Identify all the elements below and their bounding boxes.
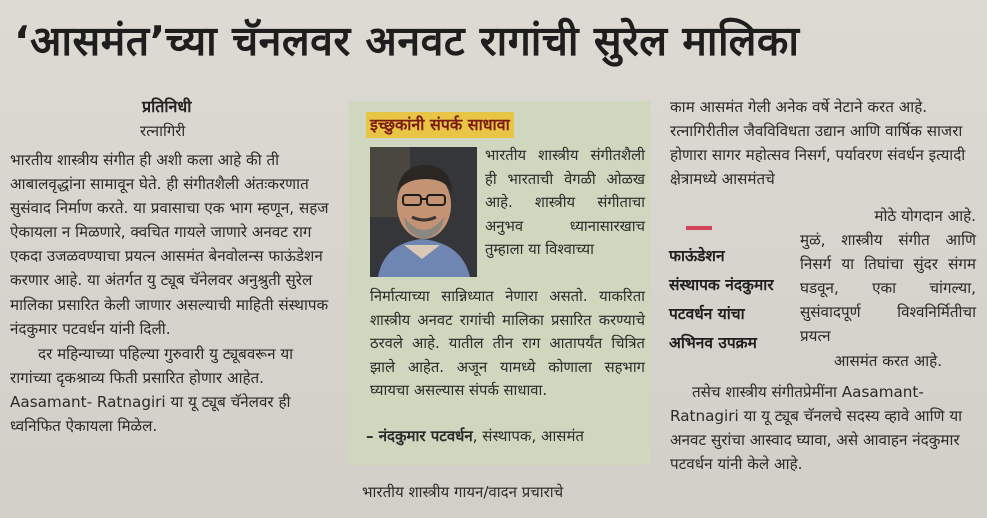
article-paragraph: भारतीय शास्त्रीय संगीत ही अशी कला आहे की ती आबालवृद्धांना सामावून घेते. ही संगीतशैली अंतःकरणात सुसंवाद निर्माण करते. या प्रवासाचा एक भाग म्हणून, सहज ऐकायला न मिळणारे, क्वचित गायले जाणारे अनवट राग एकदा उजळवण्याचा प्रयत्न आसमंत बेनवोलन्स फाऊंडेशन करणार आहे. या अंतर्गत यु ट्यूब चॅनेलवर अनुश्रुती सुरेल मालिका प्रसारित केली जाणार असल्याची माहिती संस्थापक नंदकुमार पटवर्धन यांनी दिली. xyxy=(10,151,329,338)
article-paragraph: दर महिन्याच्या पहिल्या गुरुवारी यु ट्यूबवरून या रागांच्या दृकश्राव्य फिती प्रसारित होणार आहेत. Aasamant- Ratnagiri या यू ट्यूब चॅनेलवर ही ध्वनिफित ऐकायला मिळेल. xyxy=(10,344,294,436)
article-line: मुळं, शास्त्रीय संगीत आणि निसर्ग या तिघांचा सुंदर संगम घडवून, एका चांगल्या, सुसंवादपूर्ण विश्वनिर्मितीचा प्रयत्न xyxy=(800,231,976,346)
pull-quote-line: फाऊंडेशन xyxy=(669,247,725,265)
pull-quote-line: पटवर्धन यांचा xyxy=(669,305,745,323)
signature-role: , संस्थापक, आसमंत xyxy=(472,427,584,445)
headline: ‘आसमंत’च्या चॅनलवर अनवट रागांची सुरेल मालिका xyxy=(14,17,800,65)
byline-author: प्रतिनिधी xyxy=(142,97,192,116)
article-column-3-bottom xyxy=(670,380,976,476)
pull-quote-line: अभिनव उपक्रम xyxy=(669,334,757,352)
column-2-continuation: भारतीय शास्त्रीय गायन/वादन प्रचाराचे xyxy=(362,483,564,501)
pull-quote-rule xyxy=(686,226,712,230)
box-signature xyxy=(366,426,584,446)
article-line: आसमंत करत आहे. xyxy=(833,351,943,370)
article-column-3-top: काम आसमंत गेली अनेक वर्षे नेटाने करत आहे. रत्नागिरीतील जैवविविधता उद्यान आणि वार्षिक साजरा होणारा सागर महोत्सव निसर्ग, पर्यावरण संवर्धन इत्यादी क्षेत्रामध्ये आसमंतचे xyxy=(670,98,966,189)
person-portrait-icon xyxy=(370,147,477,277)
article-paragraph: तसेच शास्त्रीय संगीतप्रेमींना Aasamant-Ratnagiri या यू ट्यूब चॅनलचे सदस्य व्हावे आणि या अनवट सुरांचा आस्वाद घ्यावा, असे आवाहन नंदकुमार पटवर्धन यांनी केले आहे. xyxy=(670,383,963,474)
box-title: इच्छुकांनी संपर्क साधावा xyxy=(366,112,514,138)
founder-photo xyxy=(370,147,477,277)
pull-quote xyxy=(669,242,797,358)
byline-place: रत्नागिरी xyxy=(140,122,186,140)
article-column-3-middle xyxy=(800,204,976,373)
article-line: मोठे योगदान आहे. xyxy=(874,207,976,225)
box-text-below-photo: निर्मात्याच्या सान्निध्यात नेणारा असतो. याकरिता शास्त्रीय अनवट रागांची मालिका प्रसारित करण्याचे ठरवले आहे. यातील तीन राग आतापर्यंत चित्रित झाले आहेत. अजून यामध्ये कोणाला सहभाग घ्यायचा असल्यास संपर्क साधावा. xyxy=(370,288,645,400)
signature-name: – नंदकुमार पटवर्धन xyxy=(366,427,473,445)
article-column-1 xyxy=(10,148,338,438)
box-text-beside-photo: भारतीय शास्त्रीय संगीतशैली ही भारताची वेगळी ओळख आहे. शास्त्रीय संगीताचा अनुभव ध्यानासारखाच तुम्हाला या विश्वाच्या xyxy=(485,147,645,259)
pull-quote-line: संस्थापक नंदकुमार xyxy=(669,276,774,294)
